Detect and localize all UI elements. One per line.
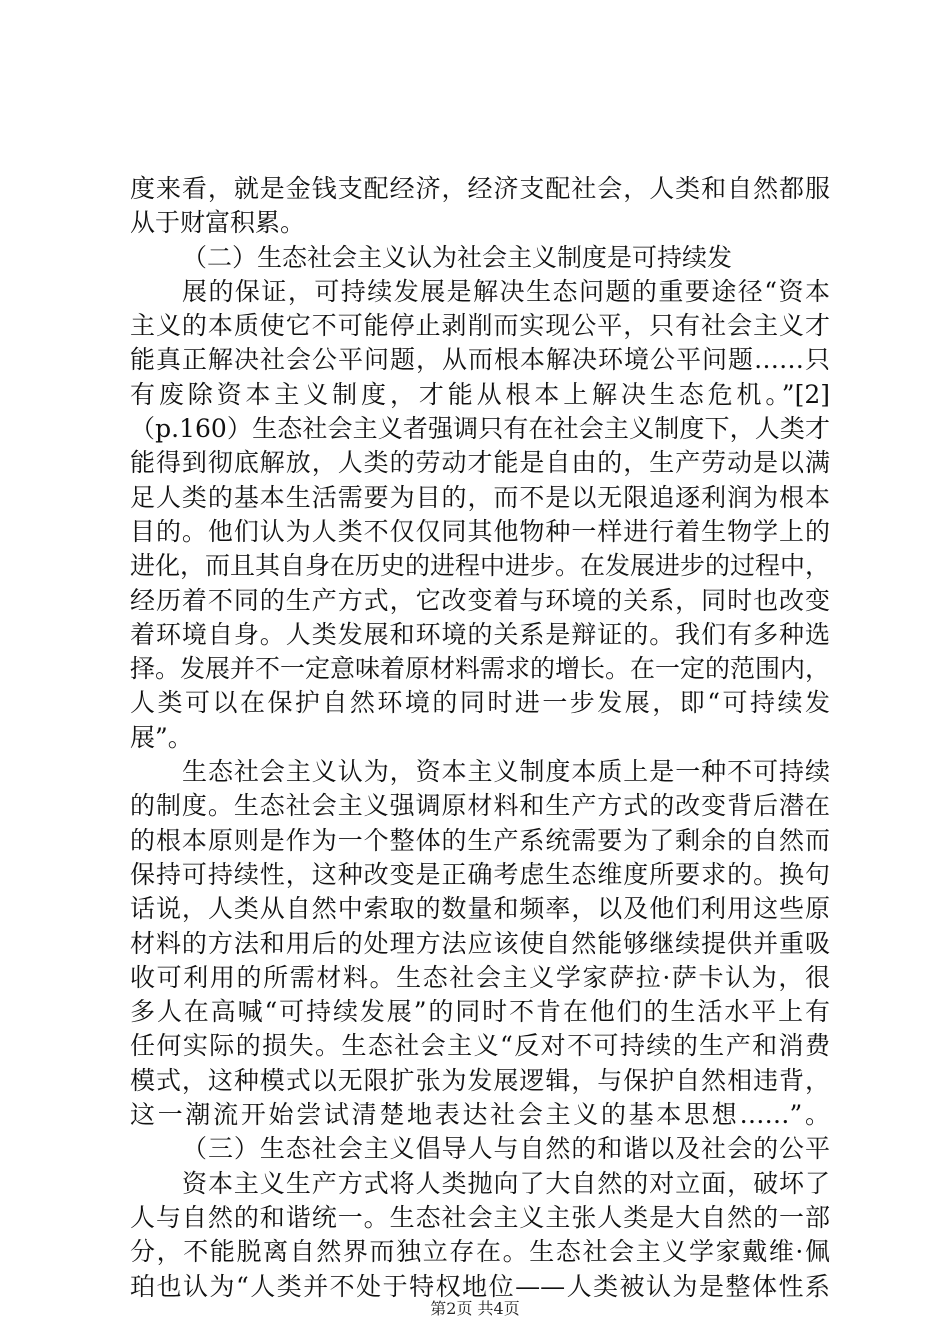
text-line: 度来看，就是金钱支配经济，经济支配社会，人类和自然都服 [130,174,830,203]
text-line: 有废除资本主义制度，才能从根本上解决生态危机。”[2] [130,379,830,409]
text-line: 展”。 [130,722,193,752]
text-line: 保持可持续性，这种改变是正确考虑生态维度所要求的。换句 [130,859,830,889]
text-line: 资本主义生产方式将人类抛向了大自然的对立面，破坏了 [182,1168,830,1198]
text-line: 多人在高喊“可持续发展”的同时不肯在他们的生活水平上有 [130,997,830,1027]
text-line: 话说，人类从自然中索取的数量和频率，以及他们利用这些原 [130,894,830,924]
text-line: 材料的方法和用后的处理方法应该使自然能够继续提供并重吸 [130,928,830,958]
text-line: 分，不能脱离自然界而独立存在。生态社会主义学家戴维·佩 [130,1237,830,1267]
text-line: 从于财富积累。 [130,208,306,238]
text-line: （三）生态社会主义倡导人与自然的和谐以及社会的公平 [182,1134,830,1164]
text-line: 的根本原则是作为一个整体的生产系统需要为了剩余的自然而 [130,825,830,855]
page-footer [0,1296,950,1319]
text-line: 主义的本质使它不可能停止剥削而实现公平，只有社会主义才 [130,311,830,341]
text-line: 模式，这种模式以无限扩张为发展逻辑，与保护自然相违背， [130,1065,830,1095]
text-line: 目的。他们认为人类不仅仅同其他物种一样进行着生物学上的 [130,516,830,546]
text-line: 收可利用的所需材料。生态社会主义学家萨拉·萨卡认为，很 [130,962,830,992]
text-line: 珀也认为“人类并不处于特权地位——人类被认为是整体性系 [130,1271,830,1301]
text-line: 足人类的基本生活需要为目的，而不是以无限追逐利润为根本 [130,482,830,512]
text-line: 着环境自身。人类发展和环境的关系是辩证的。我们有多种选 [130,619,830,649]
text-line: 的制度。生态社会主义强调原材料和生产方式的改变背后潜在 [130,791,830,821]
text-line: 展的保证，可持续发展是解决生态问题的重要途径“资本 [182,276,830,306]
text-line: 人与自然的和谐统一。生态社会主义主张人类是大自然的一部 [130,1202,830,1232]
text-line: 经历着不同的生产方式，它改变着与环境的关系，同时也改变 [130,585,830,615]
text-line: 能真正解决社会公平问题，从而根本解决环境公平问题……只 [130,345,830,375]
text-line: 能得到彻底解放，人类的劳动才能是自由的，生产劳动是以满 [130,448,830,478]
text-line: 人类可以在保护自然环境的同时进一步发展，即“可持续发 [130,688,830,718]
text-line: （p.160）生态社会主义者强调只有在社会主义制度下，人类才 [130,414,830,444]
text-line: 任何实际的损失。生态社会主义“反对不可持续的生产和消费 [130,1031,830,1061]
text-line: 进化，而且其自身在历史的进程中进步。在发展进步的过程中， [130,551,830,581]
body-text [130,172,830,1304]
text-line: 择。发展并不一定意味着原材料需求的增长。在一定的范围内， [130,654,830,684]
text-line: 这一潮流开始尝试清楚地表达社会主义的基本思想……”。 [130,1100,830,1130]
page-number-label: 第2页 共4页 [430,1299,520,1318]
text-line: （二）生态社会主义认为社会主义制度是可持续发 [182,242,733,272]
text-line: 生态社会主义认为，资本主义制度本质上是一种不可持续 [182,757,830,787]
